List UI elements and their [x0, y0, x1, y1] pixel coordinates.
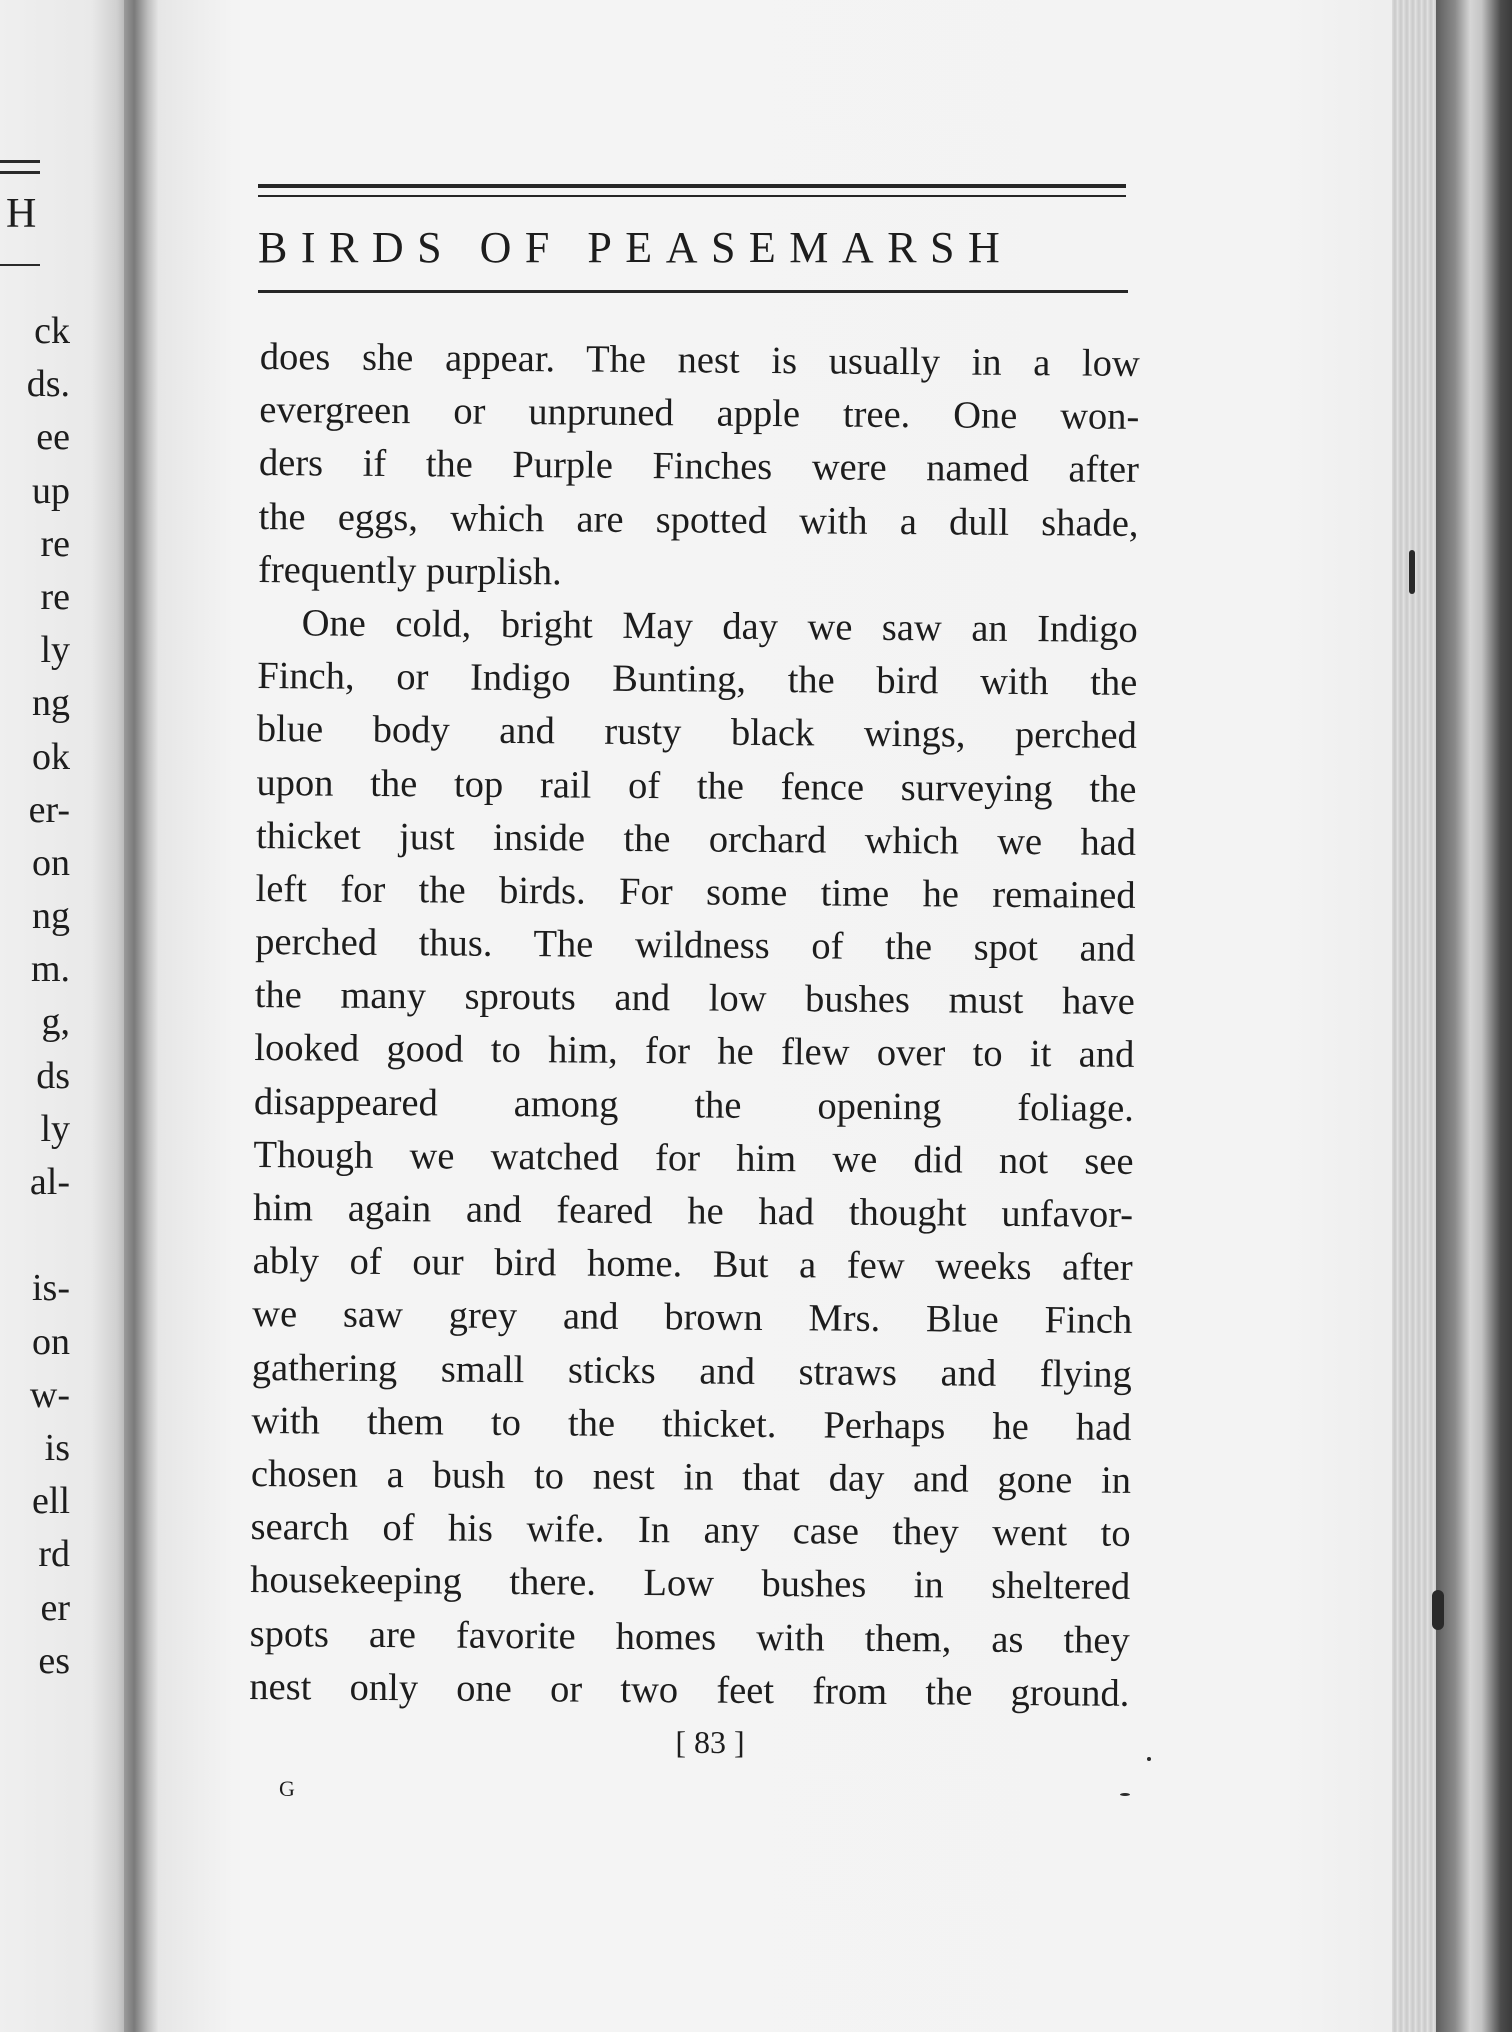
- ink-speck: [1409, 550, 1415, 594]
- left-line-ending: is: [44, 1426, 70, 1469]
- left-line-ending: on: [32, 1320, 70, 1363]
- text-line: spots are favorite homes with them, as they: [249, 1612, 1130, 1662]
- left-line-ending: al-: [29, 1161, 70, 1203]
- page-edge-stack: [1392, 0, 1436, 2032]
- left-page-line-endings: [0, 305, 70, 1688]
- text-line: perched thus. The wildness of the spot and: [255, 921, 1136, 970]
- text-line: left for the birds. For some time he remained: [255, 867, 1136, 917]
- left-line-ending: ck: [34, 310, 70, 352]
- left-line-ending: ly: [40, 629, 70, 672]
- text-line: frequently purplish.: [257, 548, 562, 594]
- left-line-ending: er: [40, 1586, 70, 1629]
- left-running-head-fragment: H: [6, 191, 39, 237]
- text-line: the many sprouts and low bushes must have: [254, 974, 1135, 1024]
- ink-speck: [1432, 1590, 1444, 1630]
- left-line-ending: rd: [38, 1533, 70, 1576]
- left-line-ending: ly: [40, 1107, 70, 1150]
- left-line-ending: er-: [28, 788, 70, 831]
- left-header-rule: [0, 160, 40, 163]
- left-line-ending: on: [32, 841, 70, 884]
- text-line: the eggs, which are spotted with a dull shade,: [258, 495, 1139, 545]
- running-head: BIRDS OF PEASEMARSH: [258, 223, 1014, 272]
- left-header-underline: [0, 264, 40, 266]
- left-line-ending: is-: [32, 1267, 70, 1310]
- left-line-ending: ds: [36, 1054, 70, 1097]
- text-line: thicket just inside the orchard which we had: [255, 814, 1137, 864]
- left-line-ending: m.: [30, 948, 70, 991]
- left-line-ending: [0, 1209, 70, 1262]
- text-line: Finch, or Indigo Bunting, the bird with the: [257, 655, 1138, 705]
- left-line-ending: ng: [32, 682, 70, 725]
- left-facing-page: [0, 0, 130, 2032]
- left-line-ending: re: [40, 522, 70, 565]
- book-gutter: [124, 0, 158, 2032]
- text-line: does she appear. The nest is usually in a low: [259, 335, 1140, 385]
- left-line-ending: w-: [29, 1373, 70, 1416]
- left-line-ending: ell: [32, 1480, 70, 1523]
- text-line: Though we watched for him we did not see: [253, 1133, 1134, 1183]
- text-line: him again and feared he had thought unfavor-: [252, 1186, 1134, 1236]
- text-line: we saw grey and brown Mrs. Blue Finch: [252, 1293, 1133, 1343]
- text-line: upon the top rail of the fence surveying the: [256, 761, 1137, 811]
- header-double-rule-thin: [258, 195, 1126, 197]
- header-double-rule-thick: [258, 184, 1126, 188]
- text-line: chosen a bush to nest in that day and gone in: [250, 1452, 1132, 1502]
- text-line: evergreen or unpruned apple tree. One won-: [259, 389, 1140, 439]
- text-line: search of his wife. In any case they went to: [250, 1506, 1131, 1555]
- text-line: gathering small sticks and straws and flying: [251, 1346, 1132, 1396]
- text-line: nest only one or two feet from the ground.: [249, 1665, 1130, 1715]
- left-line-ending: g,: [41, 1001, 70, 1044]
- text-line: blue body and rusty black wings, perched: [256, 708, 1138, 758]
- text-line: looked good to him, for he flew over to it and: [254, 1027, 1135, 1077]
- left-header-rule: [0, 171, 40, 174]
- text-line: with them to the thicket. Perhaps he had: [251, 1399, 1132, 1449]
- header-underline-rule: [258, 290, 1128, 293]
- text-line: disappeared among the opening foliage.: [253, 1080, 1135, 1130]
- text-line: One cold, bright May day we saw an Indigo: [301, 602, 1138, 651]
- left-line-ending: re: [40, 575, 70, 618]
- ink-speck: [1120, 1793, 1130, 1796]
- signature-mark: G: [279, 1776, 295, 1801]
- text-line: ders if the Purple Finches were named after: [258, 442, 1140, 492]
- ink-speck: [1147, 1757, 1151, 1761]
- text-line: housekeeping there. Low bushes in sheltered: [250, 1559, 1131, 1609]
- left-line-ending: ng: [32, 895, 70, 938]
- left-line-ending: ds.: [26, 363, 70, 406]
- text-line: ably of our bird home. But a few weeks after: [252, 1240, 1133, 1290]
- page-number: [ 83 ]: [675, 1724, 745, 1760]
- book-cover-edge: [1436, 0, 1512, 2032]
- left-line-ending: ok: [32, 735, 70, 778]
- left-line-ending: es: [38, 1639, 70, 1682]
- left-line-ending: ee: [36, 416, 70, 459]
- body-text: [249, 331, 1140, 1721]
- left-line-ending: up: [32, 469, 70, 512]
